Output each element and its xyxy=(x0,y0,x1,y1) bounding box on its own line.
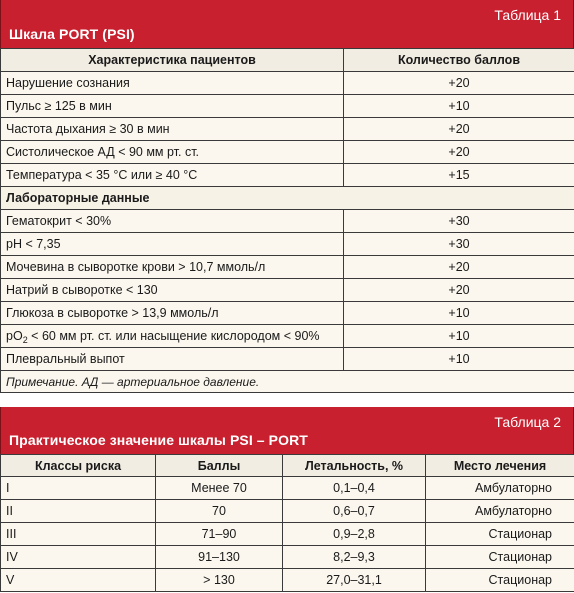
po2-subscript: 2 xyxy=(22,335,28,345)
score-value: +20 xyxy=(344,118,574,141)
table-row xyxy=(1,546,574,569)
table-1-header xyxy=(0,0,574,48)
score-value: +10 xyxy=(344,302,574,325)
table-title: Шкала PORT (PSI) xyxy=(9,26,135,42)
table-number: Таблица 2 xyxy=(494,414,561,430)
column-header: Баллы xyxy=(156,455,283,477)
score-value: +30 xyxy=(344,233,574,256)
risk-class: I xyxy=(1,477,156,500)
column-header: Место лечения xyxy=(426,455,574,477)
criterion-label: Гематокрит < 30% xyxy=(1,210,344,233)
table-row xyxy=(1,279,574,302)
table-row xyxy=(1,325,574,348)
score-value: +30 xyxy=(344,210,574,233)
risk-class: III xyxy=(1,523,156,546)
table-note: Примечание. АД — артериальное давление. xyxy=(1,371,574,393)
section-row xyxy=(1,187,574,210)
note-row xyxy=(1,371,574,393)
score-value: +20 xyxy=(344,141,574,164)
score-value: +20 xyxy=(344,72,574,95)
mortality-value: 8,2–9,3 xyxy=(283,546,426,569)
table-row xyxy=(1,141,574,164)
table-row xyxy=(1,302,574,325)
criterion-label: Мочевина в сыворотке крови > 10,7 ммоль/л xyxy=(1,256,344,279)
mortality-value: 27,0–31,1 xyxy=(283,569,426,592)
table-2-header xyxy=(0,407,574,454)
table-title: Практическое значение шкалы PSI – PORT xyxy=(9,432,308,448)
table-header-row xyxy=(1,49,574,72)
criterion-label: Частота дыхания ≥ 30 в мин xyxy=(1,118,344,141)
criterion-label: Пульс ≥ 125 в мин xyxy=(1,95,344,118)
po2-prefix: pO xyxy=(6,329,23,343)
table-2-block xyxy=(0,407,574,592)
table-row xyxy=(1,477,574,500)
section-label: Лабораторные данные xyxy=(1,187,574,210)
table-row xyxy=(1,164,574,187)
table-row xyxy=(1,72,574,95)
port-score-table xyxy=(0,48,574,393)
criterion-label: Систолическое АД < 90 мм рт. ст. xyxy=(1,141,344,164)
risk-class-table xyxy=(0,454,574,592)
risk-class: II xyxy=(1,500,156,523)
score-range: 71–90 xyxy=(156,523,283,546)
table-header-row xyxy=(1,455,574,477)
table-row xyxy=(1,118,574,141)
score-value: +20 xyxy=(344,256,574,279)
table-row xyxy=(1,256,574,279)
column-header: Характеристика пациентов xyxy=(1,49,344,72)
score-range: > 130 xyxy=(156,569,283,592)
score-value: +15 xyxy=(344,164,574,187)
score-range: 91–130 xyxy=(156,546,283,569)
column-header: Количество баллов xyxy=(344,49,574,72)
table-row xyxy=(1,95,574,118)
criterion-label xyxy=(1,325,344,348)
table-row xyxy=(1,523,574,546)
risk-class: V xyxy=(1,569,156,592)
criterion-label: Глюкоза в сыворотке > 13,9 ммоль/л xyxy=(1,302,344,325)
risk-class: IV xyxy=(1,546,156,569)
treatment-place: Стационар xyxy=(426,569,574,592)
treatment-place: Стационар xyxy=(426,523,574,546)
treatment-place: Амбулаторно xyxy=(426,500,574,523)
mortality-value: 0,1–0,4 xyxy=(283,477,426,500)
score-range: 70 xyxy=(156,500,283,523)
criterion-label: Нарушение сознания xyxy=(1,72,344,95)
treatment-place: Стационар xyxy=(426,546,574,569)
score-range: Менее 70 xyxy=(156,477,283,500)
treatment-place: Амбулаторно xyxy=(426,477,574,500)
column-header: Летальность, % xyxy=(283,455,426,477)
score-value: +10 xyxy=(344,348,574,371)
mortality-value: 0,6–0,7 xyxy=(283,500,426,523)
criterion-label: Температура < 35 °С или ≥ 40 °С xyxy=(1,164,344,187)
table-row xyxy=(1,500,574,523)
table-row xyxy=(1,233,574,256)
table-row xyxy=(1,348,574,371)
criterion-label: pH < 7,35 xyxy=(1,233,344,256)
score-value: +20 xyxy=(344,279,574,302)
column-header: Классы риска xyxy=(1,455,156,477)
table-row xyxy=(1,569,574,592)
po2-suffix: < 60 мм рт. ст. или насыщение кислородом < 90% xyxy=(27,329,320,343)
criterion-label: Плевральный выпот xyxy=(1,348,344,371)
criterion-label: Натрий в сыворотке < 130 xyxy=(1,279,344,302)
table-row xyxy=(1,210,574,233)
score-value: +10 xyxy=(344,95,574,118)
mortality-value: 0,9–2,8 xyxy=(283,523,426,546)
table-number: Таблица 1 xyxy=(494,7,561,23)
score-value: +10 xyxy=(344,325,574,348)
